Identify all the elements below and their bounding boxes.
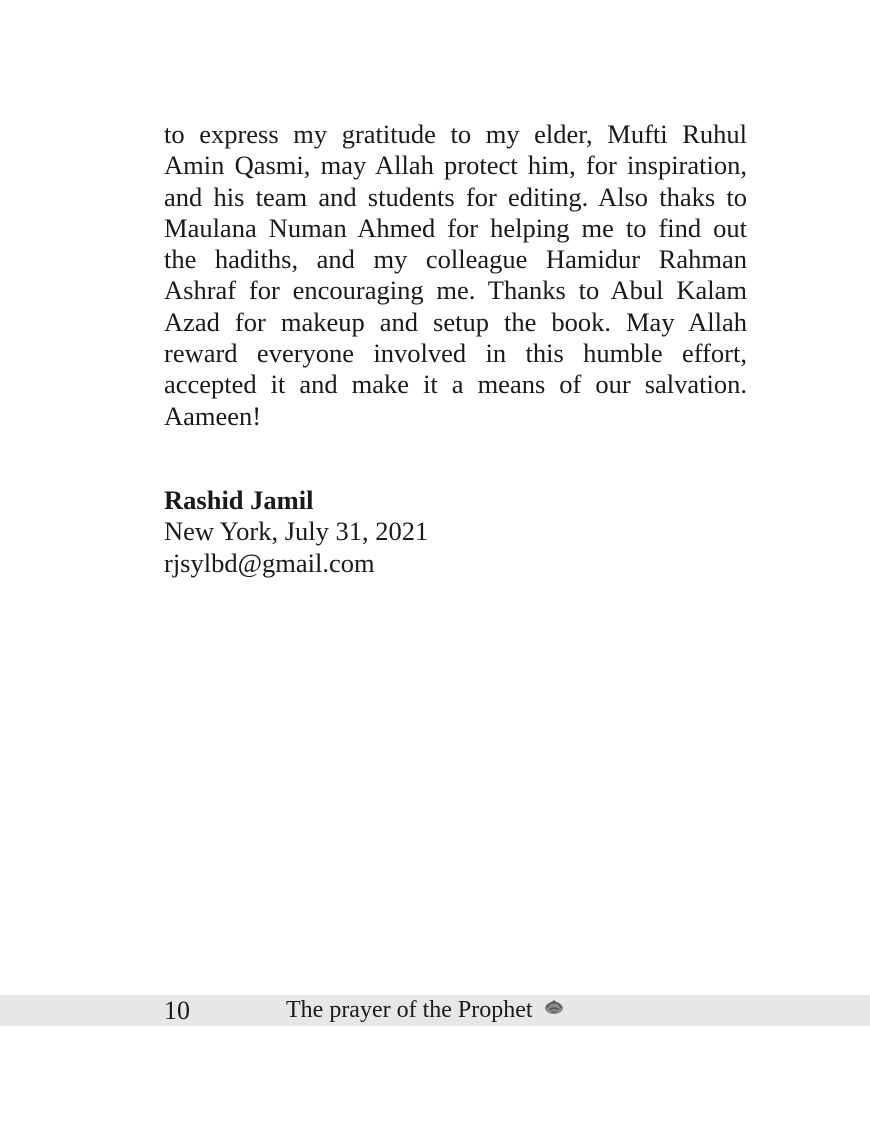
paragraph-line: Maulana Numan Ahmed for helping me to find out [164, 212, 747, 243]
running-title [286, 995, 565, 1025]
paragraph-line: the hadiths, and my colleague Hamidur Rahman [164, 244, 747, 275]
calligraphic-honorific-icon [543, 994, 565, 1024]
author-email: rjsylbd@gmail.com [164, 547, 375, 578]
paragraph-line: reward everyone involved in this humble effort, [164, 338, 747, 369]
paragraph-line: to express my gratitude to my elder, Mufti Ruhul [164, 119, 747, 149]
author-name: Rashid Jamil [164, 485, 314, 515]
page-number: 10 [164, 996, 190, 1025]
body-paragraph [164, 119, 747, 432]
paragraph-line: Amin Qasmi, may Allah protect him, for inspiration, [164, 150, 747, 181]
paragraph-line: and his team and students for editing. Also thaks to [164, 181, 747, 212]
paragraph-line: Azad for makeup and setup the book. May Allah [164, 306, 747, 337]
place-and-date: New York, July 31, 2021 [164, 516, 429, 547]
running-title-text: The prayer of the Prophet [286, 997, 533, 1023]
paragraph-line: accepted it and make it a means of our salvation. [164, 369, 747, 400]
paragraph-line: Aameen! [164, 400, 262, 431]
paragraph-line: Ashraf for encouraging me. Thanks to Abul Kalam [164, 275, 747, 306]
signature-block [164, 485, 428, 579]
